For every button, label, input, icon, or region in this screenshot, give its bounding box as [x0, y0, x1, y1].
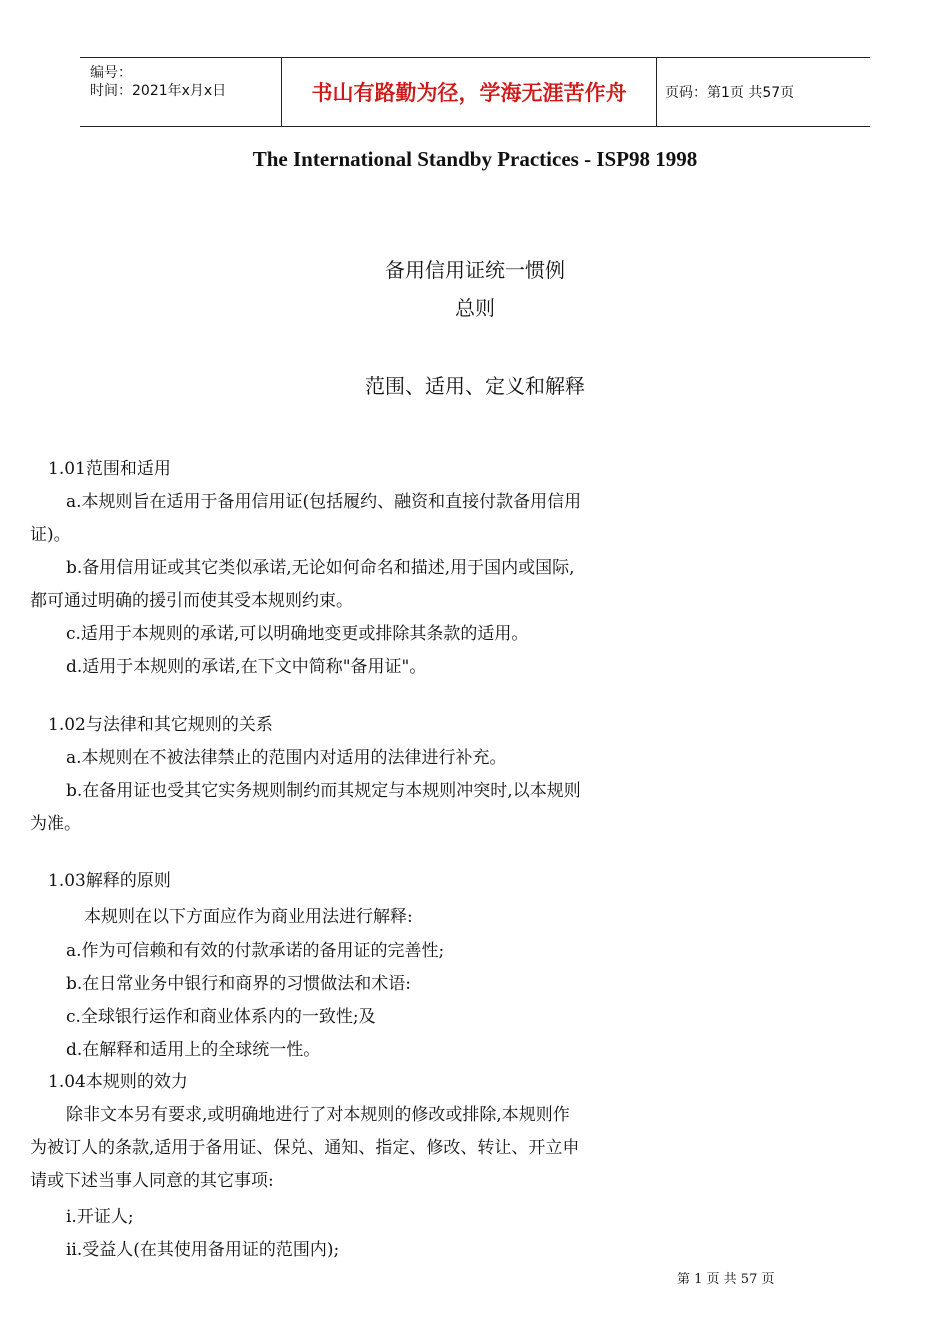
scope-heading: 范围、适用、定义和解释	[365, 374, 585, 398]
page-footer: 第 1 页 共 57 页	[677, 1272, 775, 1287]
paragraph: b.在日常业务中银行和商界的习惯做法和术语:	[66, 974, 412, 994]
section-1-04-title: 1.04本规则的效力	[48, 1072, 188, 1092]
paragraph: 为准。	[30, 814, 81, 834]
paragraph: 本规则在以下方面应作为商业用法进行解释:	[84, 907, 413, 927]
time-label: 时间：2021年x月x日	[90, 83, 227, 99]
section-1-01-title: 1.01范围和适用	[48, 459, 171, 479]
section-1-02-title: 1.02与法律和其它规则的关系	[48, 715, 273, 735]
paragraph: 除非文本另有要求,或明确地进行了对本规则的修改或排除,本规则作	[66, 1105, 570, 1125]
paragraph: c.全球银行运作和商业体系内的一致性;及	[66, 1007, 376, 1027]
paragraph: a.作为可信赖和有效的付款承诺的备用证的完善性;	[66, 941, 445, 961]
paragraph: a.本规则旨在适用于备用信用证(包括履约、融资和直接付款备用信用	[66, 492, 582, 512]
header-page-info: 页码：第1页 共57页	[665, 85, 795, 101]
list-item: ii.受益人(在其使用备用证的范围内);	[66, 1240, 340, 1260]
page-header-table	[80, 57, 870, 127]
list-item: i.开证人;	[66, 1207, 134, 1227]
header-motto: 书山有路勤为径，学海无涯苦作舟	[281, 58, 657, 126]
section-1-03-title: 1.03解释的原则	[48, 871, 171, 891]
paragraph: 为被订人的条款,适用于备用证、保兑、通知、指定、修改、转让、开立申	[30, 1138, 580, 1158]
paragraph: b.备用信用证或其它类似承诺,无论如何命名和描述,用于国内或国际,	[66, 558, 575, 578]
header-meta-cell	[80, 58, 281, 126]
general-heading: 总则	[455, 296, 495, 320]
chinese-title: 备用信用证统一惯例	[385, 258, 565, 282]
document-title: The International Standby Practices - ISP98 1998	[252, 147, 698, 171]
paragraph: b.在备用证也受其它实务规则制约而其规定与本规则冲突时,以本规则	[66, 781, 581, 801]
number-label: 编号：	[90, 65, 132, 81]
paragraph: 都可通过明确的援引而使其受本规则约束。	[30, 591, 353, 611]
paragraph: 请或下述当事人同意的其它事项:	[30, 1171, 274, 1191]
paragraph: 证)。	[30, 525, 71, 545]
paragraph: c.适用于本规则的承诺,可以明确地变更或排除其条款的适用。	[66, 624, 529, 644]
paragraph: d.适用于本规则的承诺,在下文中简称"备用证"。	[66, 657, 427, 677]
paragraph: d.在解释和适用上的全球统一性。	[66, 1040, 321, 1060]
paragraph: a.本规则在不被法律禁止的范围内对适用的法律进行补充。	[66, 748, 507, 768]
